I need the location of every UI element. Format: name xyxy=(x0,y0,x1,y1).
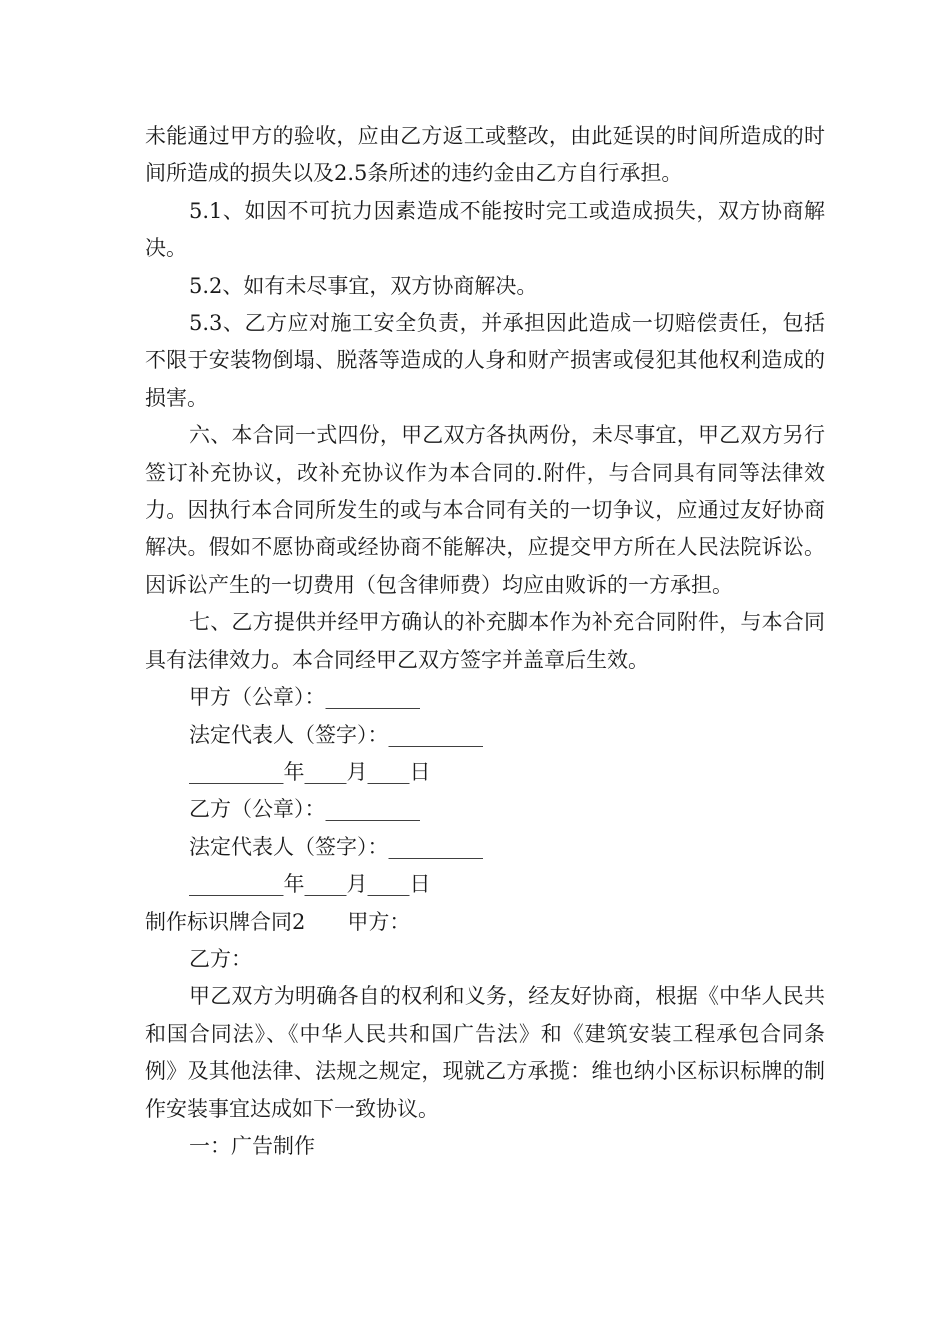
heading-advertising-production: 一：广告制作 xyxy=(189,1133,315,1158)
clause-5-1: 5.1、如因不可抗力因素造成不能按时完工或造成损失，双方协商解决。 xyxy=(145,198,825,261)
paragraph-continued: 未能通过甲方的验收，应由乙方返工或整改，由此延误的时间所造成的时间所造成的损失以及2.5条所述的违约金由乙方自行承担。 xyxy=(145,124,825,186)
clause-seven: 七、乙方提供并经甲方确认的补充脚本作为补充合同附件，与本合同具有法律效力。本合同经甲乙双方签字并盖章后生效。 xyxy=(145,610,825,672)
clause-5-2: 5.2、如有未尽事宜，双方协商解决。 xyxy=(189,273,538,298)
party-a-date-line: _________年____月____日 xyxy=(189,759,431,784)
party-b-seal-line: 乙方（公章）：_________ xyxy=(189,797,420,822)
party-a-representative-line: 法定代表人（签字）：_________ xyxy=(189,722,483,747)
party-b-date-line: _________年____月____日 xyxy=(189,872,431,897)
section-title: 制作标识牌合同2 甲方： xyxy=(145,909,411,934)
clause-5-3: 5.3、乙方应对施工安全负责，并承担因此造成一切赔偿责任，包括不限于安装物倒塌、脱落等造成的人身和财产损害或侵犯其他权利造成的损害。 xyxy=(145,311,825,410)
party-b-label: 乙方： xyxy=(189,946,252,971)
intro-paragraph: 甲乙双方为明确各自的权利和义务，经友好协商，根据《中华人民共和国合同法》、《中华人民共和国广告法》和《建筑安装工程承包合同条例》及其他法律、法规之规定，现就乙方承揽：维也纳小区标识标牌的制作安装事宜达成如下一致协议。 xyxy=(145,984,825,1121)
party-b-representative-line: 法定代表人（签字）：_________ xyxy=(189,834,483,859)
party-a-seal-line: 甲方（公章）：_________ xyxy=(189,685,420,710)
document-page xyxy=(145,118,825,1165)
clause-six: 六、本合同一式四份，甲乙双方各执两份，未尽事宜，甲乙双方另行签订补充协议，改补充协议作为本合同的.附件，与合同具有同等法律效力。因执行本合同所发生的或与本合同有关的一切争议，应通过友好协商解决。假如不愿协商或经协商不能解决，应提交甲方所在人民法院诉讼。因诉讼产生的一切费用（包含律师费）均应由败诉的一方承担。 xyxy=(145,423,825,597)
